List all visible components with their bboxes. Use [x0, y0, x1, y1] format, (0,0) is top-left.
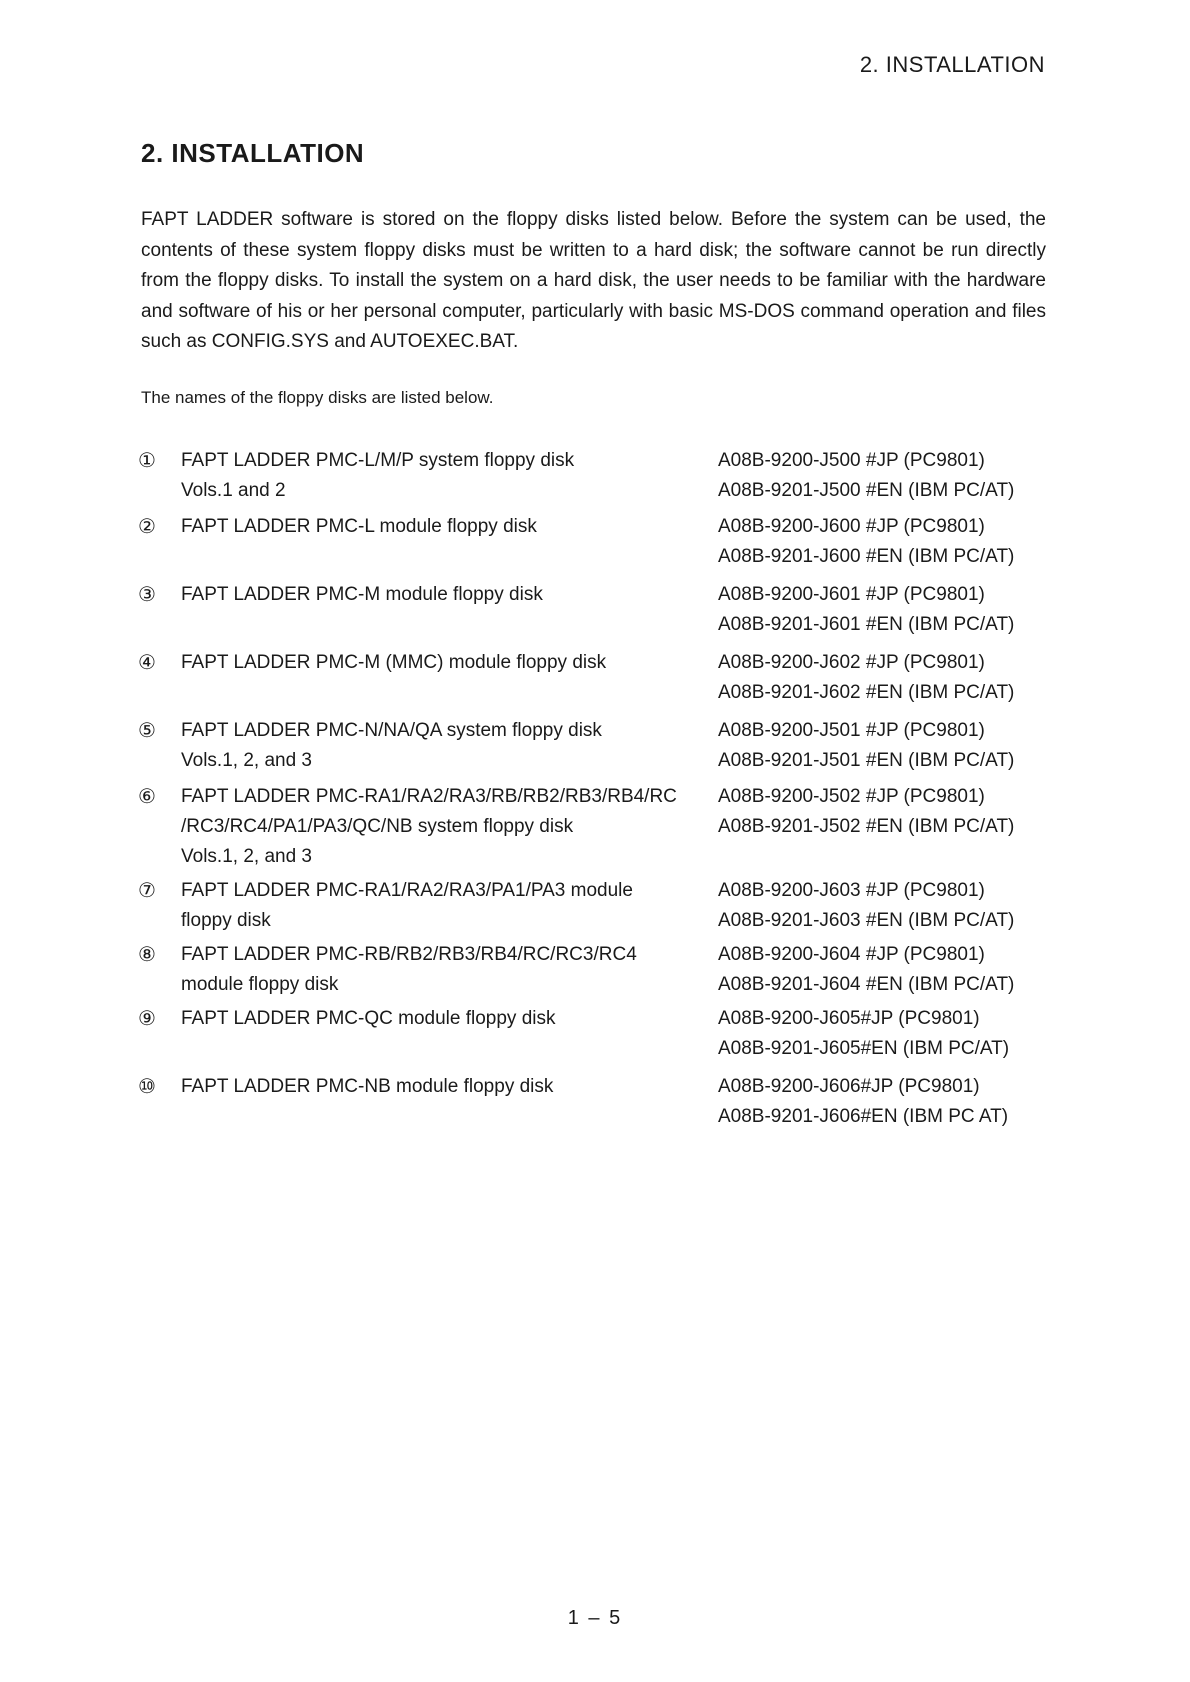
item-number: ③ — [138, 584, 156, 606]
disk-description-line: FAPT LADDER PMC-N/NA/QA system floppy disk — [181, 720, 602, 741]
disk-description — [181, 648, 711, 708]
part-number: A08B-9201-J502 #EN (IBM PC/AT) — [718, 816, 1015, 837]
part-numbers — [718, 716, 1048, 776]
part-number: A08B-9200-J500 #JP (PC9801) — [718, 450, 985, 471]
floppy-disk-item — [138, 1072, 1048, 1132]
disk-description — [181, 876, 711, 936]
disk-description — [181, 512, 711, 572]
disk-description-line: FAPT LADDER PMC-M (MMC) module floppy disk — [181, 652, 607, 673]
disk-description-line: FAPT LADDER PMC-RA1/RA2/RA3/RB/RB2/RB3/RB4/RC — [181, 786, 677, 807]
disk-description-line: FAPT LADDER PMC-RB/RB2/RB3/RB4/RC/RC3/RC4 — [181, 944, 637, 965]
disk-description — [181, 716, 711, 776]
part-numbers — [718, 1072, 1048, 1132]
item-number: ⑦ — [138, 880, 156, 902]
list-intro: The names of the floppy disks are listed below. — [141, 388, 494, 407]
disk-description — [181, 580, 711, 640]
item-number: ② — [138, 516, 156, 538]
disk-description-line: FAPT LADDER PMC-NB module floppy disk — [181, 1076, 554, 1097]
disk-description-line: Vols.1, 2, and 3 — [181, 750, 312, 771]
item-number: ⑨ — [138, 1008, 156, 1030]
item-number: ⑩ — [138, 1076, 156, 1098]
item-number: ① — [138, 450, 156, 472]
part-number: A08B-9201-J603 #EN (IBM PC/AT) — [718, 910, 1015, 931]
part-numbers — [718, 580, 1048, 640]
part-number: A08B-9201-J606#EN (IBM PC AT) — [718, 1106, 1009, 1127]
part-numbers — [718, 1004, 1048, 1064]
floppy-disk-item — [138, 1004, 1048, 1064]
part-number: A08B-9200-J605#JP (PC9801) — [718, 1008, 980, 1029]
disk-description-line: FAPT LADDER PMC-L module floppy disk — [181, 516, 537, 537]
part-numbers — [718, 876, 1048, 936]
disk-description — [181, 446, 711, 506]
floppy-disk-item — [138, 580, 1048, 640]
part-numbers — [718, 782, 1048, 872]
part-number: A08B-9200-J501 #JP (PC9801) — [718, 720, 985, 741]
disk-description-line: FAPT LADDER PMC-M module floppy disk — [181, 584, 543, 605]
disk-description-line: /RC3/RC4/PA1/PA3/QC/NB system floppy disk — [181, 816, 574, 837]
part-number: A08B-9200-J604 #JP (PC9801) — [718, 944, 985, 965]
disk-description — [181, 782, 711, 872]
disk-description-line: FAPT LADDER PMC-L/M/P system floppy disk — [181, 450, 575, 471]
part-number: A08B-9200-J603 #JP (PC9801) — [718, 880, 985, 901]
disk-description-line: FAPT LADDER PMC-RA1/RA2/RA3/PA1/PA3 module — [181, 880, 633, 901]
floppy-disk-item — [138, 940, 1048, 1000]
part-number: A08B-9201-J602 #EN (IBM PC/AT) — [718, 682, 1015, 703]
part-number: A08B-9201-J605#EN (IBM PC/AT) — [718, 1038, 1010, 1059]
part-numbers — [718, 940, 1048, 1000]
part-number: A08B-9200-J600 #JP (PC9801) — [718, 516, 985, 537]
part-number: A08B-9201-J601 #EN (IBM PC/AT) — [718, 614, 1015, 635]
item-number: ⑧ — [138, 944, 156, 966]
disk-description-line: module floppy disk — [181, 974, 339, 995]
part-numbers — [718, 446, 1048, 506]
part-number: A08B-9200-J606#JP (PC9801) — [718, 1076, 980, 1097]
part-numbers — [718, 512, 1048, 572]
part-number: A08B-9200-J502 #JP (PC9801) — [718, 786, 985, 807]
disk-description — [181, 940, 711, 1000]
part-number: A08B-9201-J600 #EN (IBM PC/AT) — [718, 546, 1015, 567]
running-header: 2. INSTALLATION — [859, 52, 1045, 77]
floppy-disk-item — [138, 876, 1048, 936]
section-title: 2. INSTALLATION — [141, 138, 365, 168]
disk-description — [181, 1004, 711, 1064]
floppy-disk-item — [138, 716, 1048, 776]
disk-description-line: Vols.1 and 2 — [181, 480, 286, 501]
part-number: A08B-9201-J501 #EN (IBM PC/AT) — [718, 750, 1015, 771]
floppy-disk-item — [138, 648, 1048, 708]
part-number: A08B-9200-J602 #JP (PC9801) — [718, 652, 985, 673]
item-number: ⑥ — [138, 786, 156, 808]
part-number: A08B-9201-J604 #EN (IBM PC/AT) — [718, 974, 1015, 995]
floppy-disk-list — [138, 446, 1048, 1132]
page-number: 1 – 5 — [567, 1607, 623, 1629]
item-number: ④ — [138, 652, 156, 674]
item-number: ⑤ — [138, 720, 156, 742]
part-numbers — [718, 648, 1048, 708]
floppy-disk-item — [138, 512, 1048, 572]
floppy-disk-item — [138, 782, 1048, 872]
disk-description-line: floppy disk — [181, 910, 271, 931]
disk-description-line: FAPT LADDER PMC-QC module floppy disk — [181, 1008, 556, 1029]
disk-description-line: Vols.1, 2, and 3 — [181, 846, 312, 867]
part-number: A08B-9201-J500 #EN (IBM PC/AT) — [718, 480, 1015, 501]
part-number: A08B-9200-J601 #JP (PC9801) — [718, 584, 985, 605]
disk-description — [181, 1072, 711, 1132]
intro-paragraph: FAPT LADDER software is stored on the floppy disks listed below. Before the system can be used, the contents of these system floppy disks must be written to a hard disk; the software cannot be run directly from the floppy disks. To install the system on a hard disk, the user needs to be familiar with the hardware and software of his or her personal computer, particularly with basic MS-DOS command operation and files such as CONFIG.SYS and AUTOEXEC.BAT. — [141, 209, 1046, 352]
floppy-disk-item — [138, 446, 1048, 506]
